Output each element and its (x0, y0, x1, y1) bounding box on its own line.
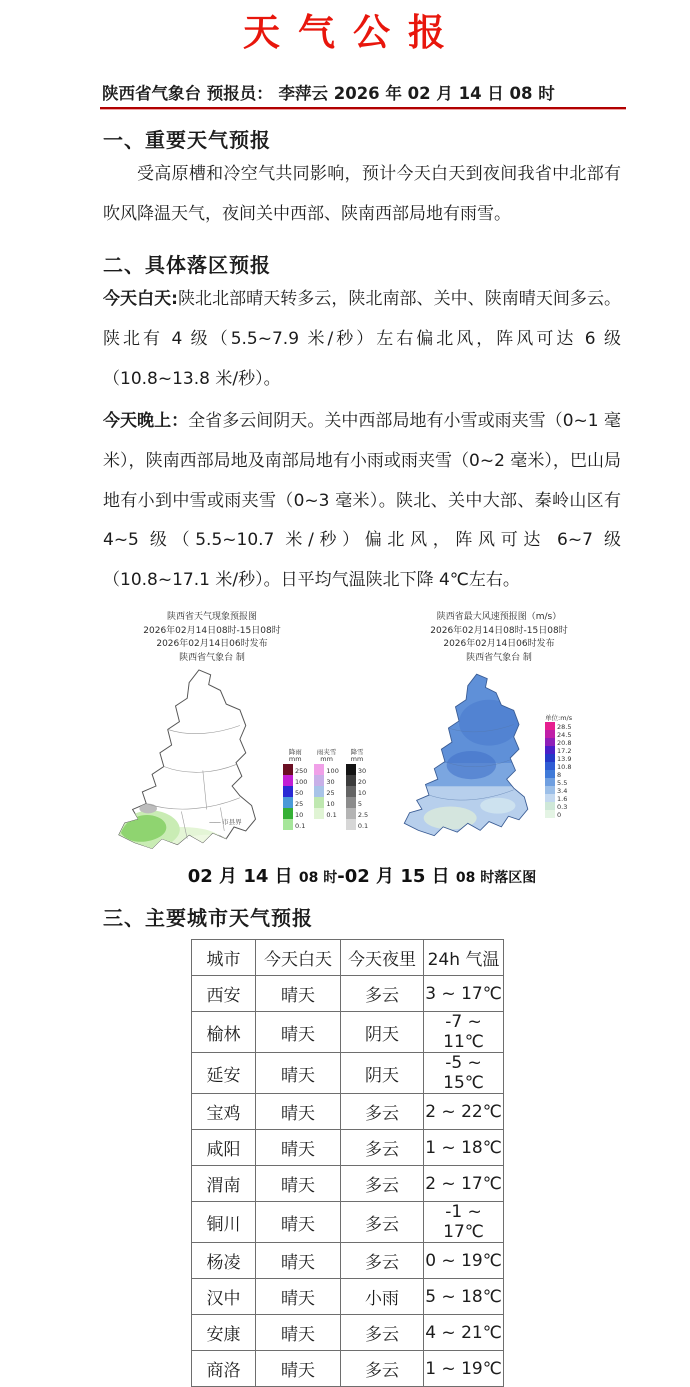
snow-legend-label: 降雪 (350, 748, 364, 757)
temp-cell: 1 ~ 19℃ (424, 1351, 504, 1387)
night-cell: 阴天 (341, 1053, 424, 1094)
daytime-lead: 今天白天: (103, 288, 178, 309)
city-cell: 安康 (192, 1315, 256, 1351)
temp-cell: -5 ~ 15℃ (424, 1053, 504, 1094)
city-cell: 宝鸡 (192, 1094, 256, 1130)
wind-legend-bar: 单位:m/s 28.5 24.5 20.8 17.2 13.9 10.8 8 5.5 3.4 1.6 0.3 0 (545, 714, 573, 819)
day-cell: 晴天 (256, 1351, 341, 1387)
table-header-row (192, 940, 504, 976)
day-cell: 晴天 (256, 976, 341, 1012)
daytime-text: 陕北北部晴天转多云，陕北南部、关中、陕南晴天间多云。陕北有 4 级（5.5~7.9 米/秒）左右偏北风，阵风可达 6 级（10.8~13.8 米/秒）。 (103, 288, 621, 389)
weather-phenomena-map-image (113, 667, 279, 867)
night-cell: 多云 (341, 1243, 424, 1279)
day-cell: 晴天 (256, 1315, 341, 1351)
temp-cell: 2 ~ 17℃ (424, 1166, 504, 1202)
left-map-issuer: 陕西省气象台 制 (179, 652, 245, 663)
table-row (192, 1012, 504, 1053)
day-cell: 晴天 (256, 1166, 341, 1202)
document-body (103, 124, 621, 1387)
city-cell: 咸阳 (192, 1130, 256, 1166)
header-day: 今天白天 (256, 940, 341, 976)
table-row (192, 1094, 504, 1130)
precipitation-legend (283, 749, 368, 829)
temp-cell: -1 ~ 17℃ (424, 1202, 504, 1243)
right-map-issue-time: 2026年02月14日06时发布 (443, 639, 555, 650)
night-cell: 多云 (341, 976, 424, 1012)
left-map-titles (117, 611, 307, 665)
map-caption: 02 月 14 日 08 时-02 月 15 日 08 时落区图 (187, 866, 537, 888)
wind-speed-map-panel (399, 611, 611, 858)
night-cell: 多云 (341, 1130, 424, 1166)
night-text: 全省多云间阴天。关中西部局地有小雪或雨夹雪（0~1 毫米），陕南西部局地及南部局地有小雨或雨夹雪（0~2 毫米），巴山局地有小到中雪或雨夹雪（0~3 毫米）。陕北、关中大部、秦岭山区有 4~5 级（5.5~10.7 米/秒）偏北风，阵风可达 6~7 级（10.8~17.1 米/秒）。日平均气温陕北下降 4℃左右。 (103, 410, 622, 591)
city-weather-table (191, 939, 504, 1387)
temp-cell: 1 ~ 18℃ (424, 1130, 504, 1166)
table-row (192, 1053, 504, 1094)
city-cell: 商洛 (192, 1351, 256, 1387)
header-city: 城市 (192, 940, 256, 976)
day-cell: 晴天 (256, 1130, 341, 1166)
table-row (192, 1315, 504, 1351)
left-map-valid-time: 2026年02月14日08时-15日08时 (143, 625, 281, 636)
page-title: 天气公报 (243, 11, 463, 54)
header-temp: 24h 气温 (424, 940, 504, 976)
left-map-issue-time: 2026年02月14日06时发布 (156, 639, 268, 650)
rain-legend-label: 降雨 (288, 748, 302, 757)
day-cell: 晴天 (256, 1094, 341, 1130)
temp-cell: -7 ~ 11℃ (424, 1012, 504, 1053)
boundary-line-note: —— 市县界 (209, 818, 242, 827)
left-map-title: 陕西省天气现象预报图 (166, 612, 257, 623)
night-lead: 今天晚上： (103, 410, 189, 431)
table-row (192, 1243, 504, 1279)
section-1-heading: 一、重要天气预报 (103, 127, 271, 152)
city-cell: 西安 (192, 976, 256, 1012)
section-3-heading: 三、主要城市天气预报 (103, 906, 313, 931)
table-row (192, 1279, 504, 1315)
rain-legend-bar: 降雨 mm 250 100 50 25 10 0.1 (283, 749, 307, 829)
night-cell: 阴天 (341, 1012, 424, 1053)
night-forecast-paragraph (103, 402, 621, 602)
night-cell: 多云 (341, 1094, 424, 1130)
day-cell: 晴天 (256, 1243, 341, 1279)
snow-legend-bar: 降雪 mm 30 20 10 5 2.5 0.1 (346, 749, 368, 829)
table-row (192, 1351, 504, 1387)
city-cell: 榆林 (192, 1012, 256, 1053)
table-row (192, 1202, 504, 1243)
city-cell: 铜川 (192, 1202, 256, 1243)
table-row (192, 1130, 504, 1166)
header-night: 今天夜里 (341, 940, 424, 976)
city-cell: 杨凌 (192, 1243, 256, 1279)
day-cell: 晴天 (256, 1053, 341, 1094)
night-cell: 多云 (341, 1351, 424, 1387)
wind-legend-title: 单位:m/s (545, 714, 573, 723)
section-1-paragraph: 受高原槽和冷空气共同影响，预计今天白天到夜间我省中北部有吹风降温天气，夜间关中西部、陕南西部局地有雨雪。 (103, 163, 621, 224)
right-map-title: 陕西省最大风速预报图（m/s） (436, 612, 562, 623)
day-cell: 晴天 (256, 1202, 341, 1243)
temp-cell: 4 ~ 21℃ (424, 1315, 504, 1351)
night-cell: 多云 (341, 1202, 424, 1243)
sleet-legend-bar: 雨夹雪 mm 100 30 25 10 0.1 (314, 749, 338, 829)
temp-cell: 5 ~ 18℃ (424, 1279, 504, 1315)
daytime-forecast-paragraph (103, 280, 621, 400)
table-row (192, 1166, 504, 1202)
day-cell: 晴天 (256, 1012, 341, 1053)
day-cell: 晴天 (256, 1279, 341, 1315)
wind-speed-map-image (399, 667, 549, 857)
city-cell: 汉中 (192, 1279, 256, 1315)
temp-cell: 0 ~ 19℃ (424, 1243, 504, 1279)
right-map-issuer: 陕西省气象台 制 (466, 652, 532, 663)
table-row (192, 976, 504, 1012)
night-cell: 小雨 (341, 1279, 424, 1315)
temp-cell: 2 ~ 22℃ (424, 1094, 504, 1130)
city-cell: 延安 (192, 1053, 256, 1094)
sleet-legend-label: 雨夹雪 (316, 748, 337, 757)
night-cell: 多云 (341, 1166, 424, 1202)
byline: 陕西省气象台 预报员： 李萍云 2026 年 02 月 14 日 08 时 (102, 83, 555, 103)
night-cell: 多云 (341, 1315, 424, 1351)
right-map-valid-time: 2026年02月14日08时-15日08时 (430, 625, 568, 636)
weather-phenomena-map-panel (113, 611, 387, 858)
forecast-maps-row (103, 611, 621, 858)
right-map-titles (399, 611, 599, 665)
header-divider (100, 107, 626, 110)
city-cell: 渭南 (192, 1166, 256, 1202)
temp-cell: 3 ~ 17℃ (424, 976, 504, 1012)
wind-speed-legend (545, 715, 572, 818)
section-2-heading: 二、具体落区预报 (103, 252, 271, 277)
